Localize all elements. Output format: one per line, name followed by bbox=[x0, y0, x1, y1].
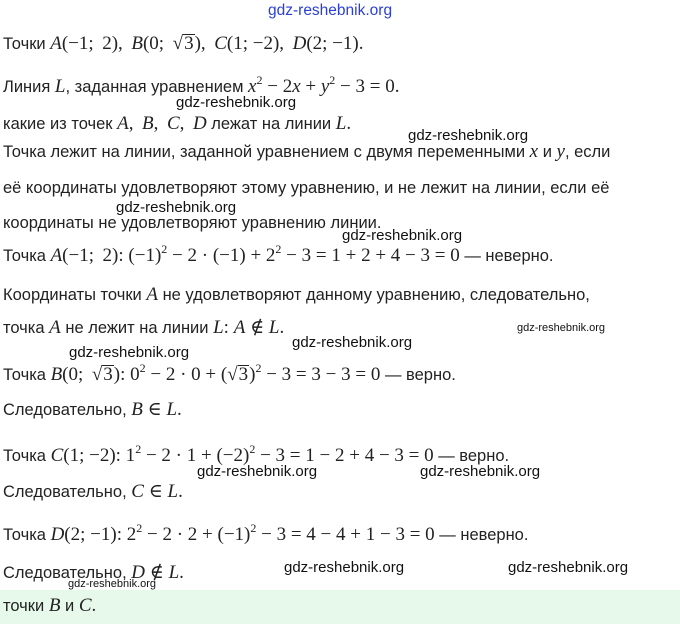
rule-line-2: её координаты удовлетворяют этому уравнению, и не лежит на линии, если её bbox=[3, 179, 610, 197]
point-b-formula: B(0; √3): $0^2 - 2 \cdot 0 + (√3)^2 - 3 = 3 - 3 = 0$ bbox=[50, 361, 381, 385]
point-d-result: — неверно. bbox=[439, 526, 529, 544]
point-c-check: Точка C(1; −2): $1^2 - 2 \cdot 1 + (-2)^2 - 3 = 1 - 2 + 4 - 3 = 0$ — верно. bbox=[3, 442, 510, 466]
line-statement: Линия L, заданная уравнением $x^2 - 2x + y^2 - 3 = 0$. bbox=[3, 73, 400, 97]
point-c-conclusion: Следовательно, C ∈ L. bbox=[3, 481, 183, 502]
point-b-result: — верно. bbox=[384, 366, 456, 384]
watermark: gdz-reshebnik.org bbox=[517, 322, 606, 334]
watermark-top: gdz-reshebnik.org bbox=[268, 2, 393, 19]
watermark: gdz-reshebnik.org bbox=[342, 227, 463, 244]
watermark: gdz-reshebnik.org bbox=[408, 127, 529, 144]
point-a-conclusion-1: Координаты точки A не удовлетворяют данному уравнению, следовательно, bbox=[3, 284, 590, 305]
point-b-conclusion: Следовательно, B ∈ L. bbox=[3, 399, 182, 420]
watermark: gdz-reshebnik.org bbox=[197, 463, 318, 480]
line-mid: , заданная уравнением bbox=[65, 78, 244, 96]
line-intro: Линия bbox=[3, 78, 51, 96]
question-part-2: лежат на линии bbox=[211, 115, 332, 133]
question: какие из точек A, B, C, D лежат на линии L. bbox=[3, 113, 352, 134]
point-a-formula: A(−1; 2): $(-1)^2 - 2 \cdot (-1) + 2^2 - 3 = 1 + 2 + 4 - 3 = 0$ bbox=[50, 242, 460, 266]
point-a-result: — неверно. bbox=[464, 247, 554, 265]
rule-line-3: координаты не удовлетворяют уравнению линии. bbox=[3, 214, 382, 232]
point-c-result: — верно. bbox=[438, 447, 510, 465]
point-a-conclusion-2: точка A не лежит на линии L: A ∉ L. bbox=[3, 317, 285, 338]
watermark: gdz-reshebnik.org bbox=[116, 199, 237, 216]
point-a-check: Точка A(−1; 2): $(-1)^2 - 2 \cdot (-1) + 2^2 - 3 = 1 + 2 + 4 - 3 = 0$ — неверно. bbox=[3, 242, 554, 266]
answer-box bbox=[0, 590, 680, 624]
watermark: gdz-reshebnik.org bbox=[176, 94, 297, 111]
points-statement bbox=[3, 33, 363, 55]
line-equation: $x^2 - 2x + y^2 - 3 = 0$. bbox=[248, 73, 400, 97]
points-intro: Точки bbox=[3, 35, 46, 53]
point-d-conclusion: Следовательно, D ∉ L. bbox=[3, 562, 184, 583]
watermark: gdz-reshebnik.org bbox=[420, 463, 541, 480]
rule-line-1: Точка лежит на линии, заданной уравнением с двумя переменными x и y, если bbox=[3, 141, 611, 162]
question-part-1: какие из точек bbox=[3, 115, 113, 133]
point-b-check: Точка B(0; √3): $0^2 - 2 \cdot 0 + (√3)^2 - 3 = 3 - 3 = 0$ — верно. bbox=[3, 361, 456, 385]
watermark: gdz-reshebnik.org bbox=[284, 559, 405, 576]
point-d-formula: D(2; −1): $2^2 - 2 \cdot 2 + (-1)^2 - 3 = 4 - 4 + 1 - 3 = 0$ bbox=[50, 521, 435, 545]
answer-text: точки B и C. bbox=[3, 595, 97, 616]
point-c-formula: C(1; −2): $1^2 - 2 \cdot 1 + (-2)^2 - 3 = 1 - 2 + 4 - 3 = 0$ bbox=[50, 442, 434, 466]
point-d-check: Точка D(2; −1): $2^2 - 2 \cdot 2 + (-1)^2 - 3 = 4 - 4 + 1 - 3 = 0$ — неверно. bbox=[3, 521, 529, 545]
watermark: gdz-reshebnik.org bbox=[508, 559, 629, 576]
watermark: gdz-reshebnik.org bbox=[69, 344, 190, 361]
watermark: gdz-reshebnik.org bbox=[292, 334, 413, 351]
points-formula: A(−1; 2), B(0; √3), C(1; −2), D(2; −1). bbox=[50, 33, 364, 54]
watermark: gdz-reshebnik.org bbox=[68, 578, 157, 590]
